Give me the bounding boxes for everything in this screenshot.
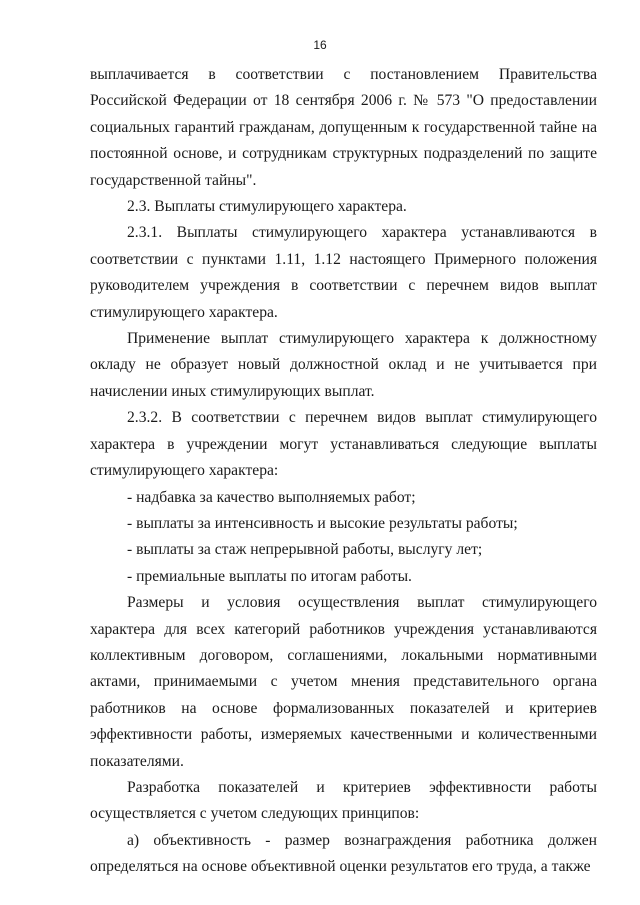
list-item-bonus-payments: - премиальные выплаты по итогам работы.	[127, 567, 412, 585]
paragraph-application-of-payments: Применение выплат стимулирующего характера к должностному окладу не образует новый должностной оклад и не учитывается при начислении иных стимулирующих выплат.	[90, 330, 597, 400]
list-item-quality-bonus: - надбавка за качество выполняемых работ;	[127, 488, 416, 506]
list-item-intensity-payments: - выплаты за интенсивность и высокие результаты работы;	[127, 514, 518, 532]
paragraph-2-3-2: 2.3.2. В соответствии с перечнем видов выплат стимулирующего характера в учреждении могут устанавливаться следующие выплаты стимулирующего характера:	[90, 409, 597, 480]
document-body	[90, 62, 597, 881]
paragraph-objectivity-principle: а) объективность - размер вознаграждения работника должен определяться на основе объективной оценки результатов его труда, а также	[90, 831, 597, 876]
list-item-seniority-payments: - выплаты за стаж непрерывной работы, выслугу лет;	[127, 541, 483, 559]
section-heading-2-3: 2.3. Выплаты стимулирующего характера.	[127, 198, 407, 216]
paragraph-2-3-1: 2.3.1. Выплаты стимулирующего характера устанавливаются в соответствии с пунктами 1.11, 1.12 настоящего Примерного положения руководителем учреждения в соответствии с перечнем видов выплат стимулирующего характера.	[90, 224, 597, 321]
paragraph-criteria-development: Разработка показателей и критериев эффективности работы осуществляется с учетом следующих принципов:	[90, 778, 597, 823]
paragraph-social-guarantees: выплачивается в соответствии с постановлением Правительства Российской Федерации от 18 сентября 2006 г. № 573 "О предоставлении социальных гарантий гражданам, допущенным к государственной тайне на постоянной основе, и сотрудникам структурных подразделений по защите государственной тайны".	[90, 66, 597, 189]
page-number: 16	[313, 38, 327, 52]
paragraph-amounts-and-conditions: Размеры и условия осуществления выплат стимулирующего характера для всех категорий работников учреждения устанавливаются коллективным договором, соглашениями, локальными нормативными актами, принимаемыми с учетом мнения представительного органа работников на основе формализованных показателей и критериев эффективности работы, измеряемых качественными и количественными показателями.	[90, 594, 597, 770]
